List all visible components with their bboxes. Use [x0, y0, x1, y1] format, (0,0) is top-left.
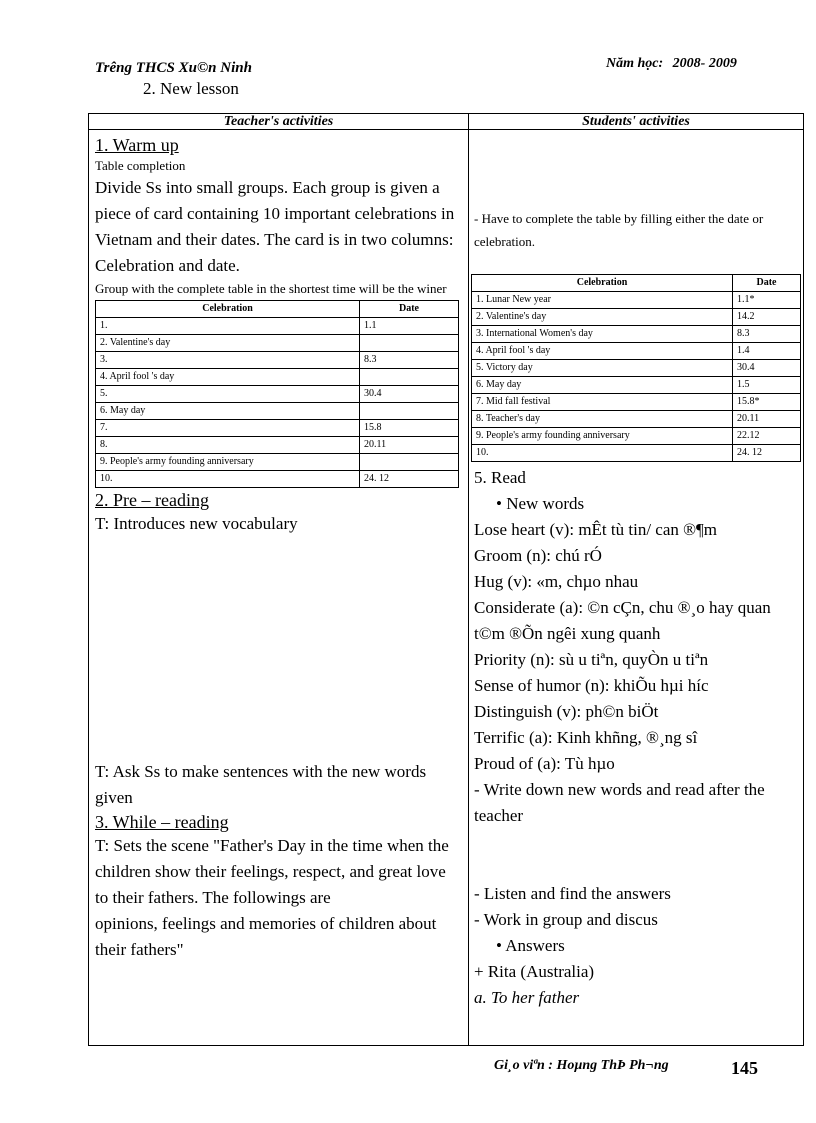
- whilereading-text-continued: opinions, feelings and memories of children about their fathers": [95, 914, 437, 959]
- table-row: [472, 377, 801, 394]
- celebration-cell: 8.: [96, 437, 360, 454]
- table-row: [472, 326, 801, 343]
- celebration-cell: 9. People's army founding anniversary: [472, 428, 733, 445]
- student-task-text: - Have to complete the table by filling either the date or celebration.: [474, 211, 764, 249]
- table-row: [96, 352, 459, 369]
- teacher-footer: Gi¸o viªn : Hoµng ThÞ Ph¬ng: [494, 1058, 669, 1073]
- table-row: [472, 428, 801, 445]
- celebration-cell: 10.: [96, 471, 360, 488]
- celebration-cell: 4. April fool 's day: [472, 343, 733, 360]
- celebration-cell: 3.: [96, 352, 360, 369]
- table-row: [472, 309, 801, 326]
- page-number: 145: [731, 1058, 758, 1078]
- date-cell: 1.4: [733, 343, 801, 360]
- bullet-icon: •: [496, 936, 506, 955]
- make-sentences-text: T: Ask Ss to make sentences with the new words given: [95, 762, 427, 807]
- date-cell: 24. 12: [733, 445, 801, 462]
- date-cell: 15.8: [360, 420, 459, 437]
- vocab-item: Priority (n): sù u tiªn, quyÒn u tiªn: [474, 650, 709, 669]
- date-cell: 20.11: [360, 437, 459, 454]
- date-cell: 24. 12: [360, 471, 459, 488]
- celebration-cell: 7. Mid fall festival: [472, 394, 733, 411]
- celebration-cell: 5.: [96, 386, 360, 403]
- year-label: Năm học:: [606, 56, 664, 71]
- date-cell: 1.1*: [733, 292, 801, 309]
- teacher-column-header: Teacher's activities: [89, 114, 468, 130]
- teacher-activities: [95, 134, 463, 963]
- new-words-label: • New words: [496, 494, 585, 513]
- date-cell: 14.2: [733, 309, 801, 326]
- date-cell: 30.4: [360, 386, 459, 403]
- table-row: [96, 437, 459, 454]
- date-cell: 30.4: [733, 360, 801, 377]
- vocab-item: Lose heart (v): mÊt tù tin/ can ®¶m: [474, 520, 717, 539]
- celebration-cell: 10.: [472, 445, 733, 462]
- celebration-cell: 4. April fool 's day: [96, 369, 360, 386]
- celebration-cell: 1. Lunar New year: [472, 292, 733, 309]
- celebration-cell: 7.: [96, 420, 360, 437]
- lesson-title: 2. New lesson: [143, 79, 239, 98]
- warmup-instructions: Divide Ss into small groups. Each group is given a piece of card containing 10 important celebrations in Vietnam and their dates. The card is in two columns: Celebration and date.: [95, 178, 455, 275]
- read-title: 5. Read: [474, 468, 526, 487]
- listen-text: - Listen and find the answers: [474, 884, 671, 903]
- vocabulary-list: [474, 517, 802, 777]
- celebration-cell: 5. Victory day: [472, 360, 733, 377]
- warmup-rule: Group with the complete table in the shortest time will be the winer: [95, 281, 447, 296]
- students-column-header: Students' activities: [469, 114, 803, 130]
- date-cell: 22.12: [733, 428, 801, 445]
- year-value: 2008- 2009: [672, 56, 737, 71]
- vocab-item: Hug (v): «m, chµo nhau: [474, 572, 639, 591]
- table-header-date: Date: [360, 301, 459, 318]
- celebration-cell: 1.: [96, 318, 360, 335]
- date-cell: 8.3: [733, 326, 801, 343]
- celebration-cell: 2. Valentine's day: [96, 335, 360, 352]
- whilereading-text: T: Sets the scene "Father's Day in the time when the children show their feelings, respect, and great love to their fathers. The followings are: [95, 836, 449, 907]
- bullet-icon: •: [496, 494, 507, 513]
- celebration-cell: 6. May day: [472, 377, 733, 394]
- table-row: [96, 369, 459, 386]
- table-row: [472, 411, 801, 428]
- rita-text: + Rita (Australia): [474, 962, 595, 981]
- date-cell: 15.8*: [733, 394, 801, 411]
- vocab-item: Sense of humor (n): khiÕu hµi híc: [474, 676, 709, 695]
- table-header-celebration: Celebration: [96, 301, 360, 318]
- celebration-cell: 3. International Women's day: [472, 326, 733, 343]
- column-divider: [468, 114, 469, 1045]
- table-header-celebration: Celebration: [472, 275, 733, 292]
- school-year: [606, 56, 737, 72]
- answer-a: a. To her father: [474, 988, 580, 1007]
- celebration-table-complete: [471, 274, 801, 462]
- school-header: Trêng THCS Xu©n Ninh: [95, 60, 252, 76]
- table-row: [96, 386, 459, 403]
- table-row: [472, 343, 801, 360]
- table-row: [472, 394, 801, 411]
- warmup-subtitle: Table completion: [95, 158, 186, 173]
- students-activities: [474, 134, 802, 1011]
- prereading-text: T: Introduces new vocabulary: [95, 514, 298, 533]
- work-group-text: - Work in group and discus: [474, 910, 658, 929]
- warmup-title: 1. Warm up: [95, 135, 179, 155]
- lesson-plan-table: [88, 113, 804, 1046]
- table-row: [472, 360, 801, 377]
- vocab-item: Groom (n): chú rÓ: [474, 546, 602, 565]
- date-cell: [360, 369, 459, 386]
- table-row: [96, 454, 459, 471]
- date-cell: 1.1: [360, 318, 459, 335]
- table-row: [96, 471, 459, 488]
- table-row: [472, 445, 801, 462]
- date-cell: [360, 335, 459, 352]
- table-row: [96, 318, 459, 335]
- date-cell: 8.3: [360, 352, 459, 369]
- vocab-item: Terrific (a): Kinh khñng, ®¸ng sî: [474, 728, 698, 747]
- table-row: [96, 335, 459, 352]
- whilereading-title: 3. While – reading: [95, 812, 229, 832]
- celebration-table-blank: [95, 300, 459, 488]
- vocab-item: Proud of (a): Tù hµo: [474, 754, 615, 773]
- table-row: [96, 420, 459, 437]
- vocab-item: Distinguish (v): ph©n biÖt: [474, 702, 659, 721]
- write-words-text: - Write down new words and read after the teacher: [474, 780, 765, 825]
- celebration-cell: 9. People's army founding anniversary: [96, 454, 360, 471]
- table-row: [96, 403, 459, 420]
- date-cell: [360, 403, 459, 420]
- celebration-cell: 8. Teacher's day: [472, 411, 733, 428]
- prereading-title: 2. Pre – reading: [95, 490, 209, 510]
- table-header-date: Date: [733, 275, 801, 292]
- date-cell: 1.5: [733, 377, 801, 394]
- date-cell: 20.11: [733, 411, 801, 428]
- celebration-cell: 2. Valentine's day: [472, 309, 733, 326]
- table-row: [472, 292, 801, 309]
- date-cell: [360, 454, 459, 471]
- celebration-cell: 6. May day: [96, 403, 360, 420]
- vocab-item: Considerate (a): ©n cÇn, chu ®¸o hay quan t©m ®Õn ngêi xung quanh: [474, 598, 771, 643]
- answers-label: • Answers: [496, 936, 565, 955]
